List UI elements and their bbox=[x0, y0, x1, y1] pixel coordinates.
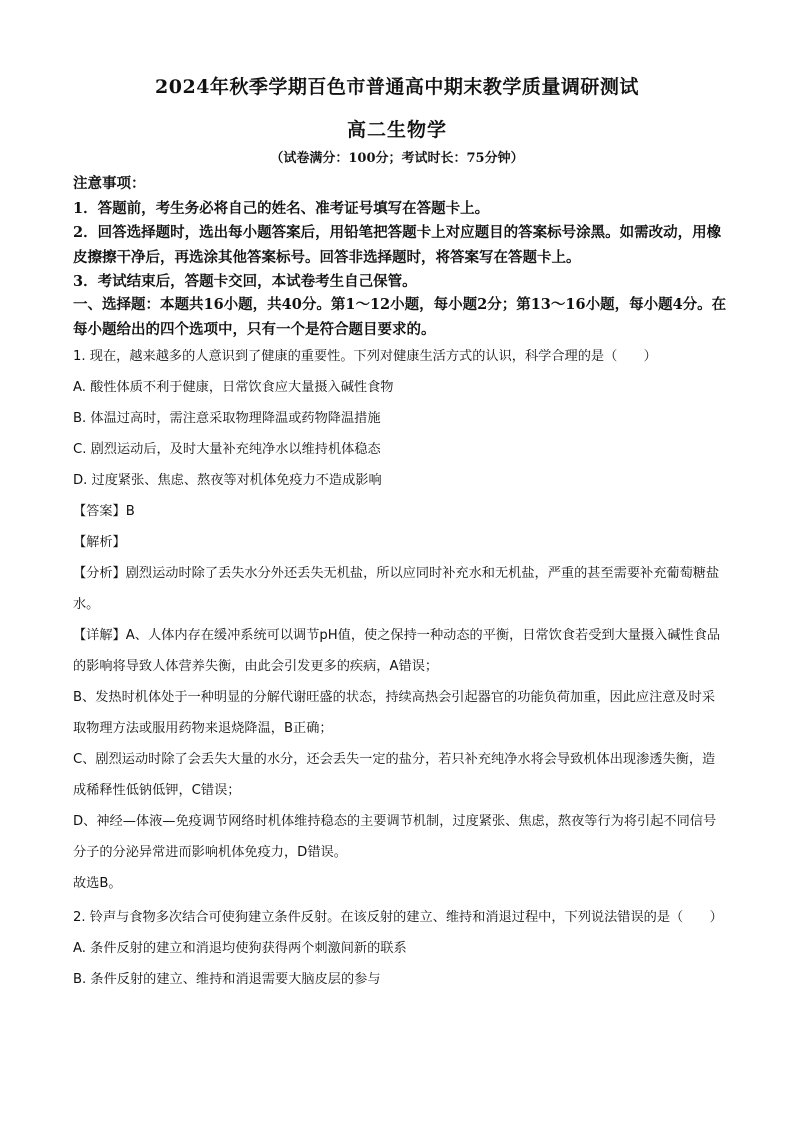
subject-title: 高二生物学 bbox=[346, 119, 447, 141]
instruction-item: 1．答题前，考生务必将自己的姓名、准考证号填写在答题卡上。 bbox=[73, 199, 490, 217]
instruction-item: 3．考试结束后，答题卡交回，本试卷考生自己保管。 bbox=[73, 273, 417, 290]
instructions-heading: 注意事项： bbox=[73, 175, 146, 192]
option-b: B. 条件反射的建立、维持和消退需要大脑皮层的参与 bbox=[73, 972, 381, 987]
option-a: A. 酸性体质不利于健康，日常饮食应大量摄入碱性食物 bbox=[73, 380, 394, 395]
instructions bbox=[73, 172, 728, 295]
question-2 bbox=[73, 902, 728, 995]
page-title: 2024年秋季学期百色市普通高中期末教学质量调研测试 bbox=[155, 76, 639, 98]
section-heading: 一、选择题：本题共16小题，共40分。第1～12小题，每小题2分；第13～16小题，每小题4分。在每小题给出的四个选项中，只有一个是符合题目要求的。 bbox=[73, 296, 727, 338]
answer-line: 【答案】B bbox=[73, 504, 135, 519]
detail-text: D、神经—体液—免疫调节网络时机体维持稳态的主要调节机制，过度紧张、焦虑，熬夜等行为将引起不同信号分子的分泌异常进而影响机体免疫力，D错误。 bbox=[73, 814, 717, 860]
option-c: C. 剧烈运动后，及时大量补充纯净水以维持机体稳态 bbox=[73, 442, 381, 457]
question-stem: 1. 现在，越来越多的人意识到了健康的重要性。下列对健康生活方式的认识，科学合理的是（ ） bbox=[73, 349, 657, 364]
detail-text: B、发热时机体处于一种明显的分解代谢旺盛的状态，持续高热会引起器官的功能负荷加重，因此应注意及时采取物理方法或服用药物来退烧降温，B正确； bbox=[73, 690, 716, 736]
option-a: A. 条件反射的建立和消退均使狗获得两个刺激间新的联系 bbox=[73, 941, 407, 956]
analysis-label: 【解析】 bbox=[73, 535, 126, 550]
question-1 bbox=[73, 341, 728, 899]
detail-text: 【详解】A、人体内存在缓冲系统可以调节pH值，使之保持一种动态的平衡，日常饮食若受到大量摄入碱性食品的影响将导致人体营养失衡，由此会引发更多的疾病，A错误； bbox=[73, 628, 721, 674]
option-b: B. 体温过高时，需注意采取物理降温或药物降温措施 bbox=[73, 411, 381, 426]
option-d: D. 过度紧张、焦虑、熬夜等对机体免疫力不造成影响 bbox=[73, 473, 382, 488]
instruction-item: 2．回答选择题时，选出每小题答案后，用铅笔把答题卡上对应题目的答案标号涂黑。如需改动，用橡皮擦擦干净后，再选涂其他答案标号。回答非选择题时，将答案写在答题卡上。 bbox=[73, 224, 722, 266]
exam-meta: （试卷满分：100分；考试时长：75分钟） bbox=[270, 151, 524, 166]
analysis-text: 【分析】剧烈运动时除了丢失水分外还丢失无机盐，所以应同时补充水和无机盐，严重的甚至需要补充葡萄糖盐水。 bbox=[73, 566, 720, 612]
conclusion-text: 故选B。 bbox=[73, 876, 122, 891]
question-stem: 2. 铃声与食物多次结合可使狗建立条件反射。在该反射的建立、维持和消退过程中，下列说法错误的是（ ） bbox=[73, 910, 723, 925]
detail-text: C、剧烈运动时除了会丢失大量的水分，还会丢失一定的盐分，若只补充纯净水将会导致机体出现渗透失衡，造成稀释性低钠低钾，C错误； bbox=[73, 752, 716, 798]
